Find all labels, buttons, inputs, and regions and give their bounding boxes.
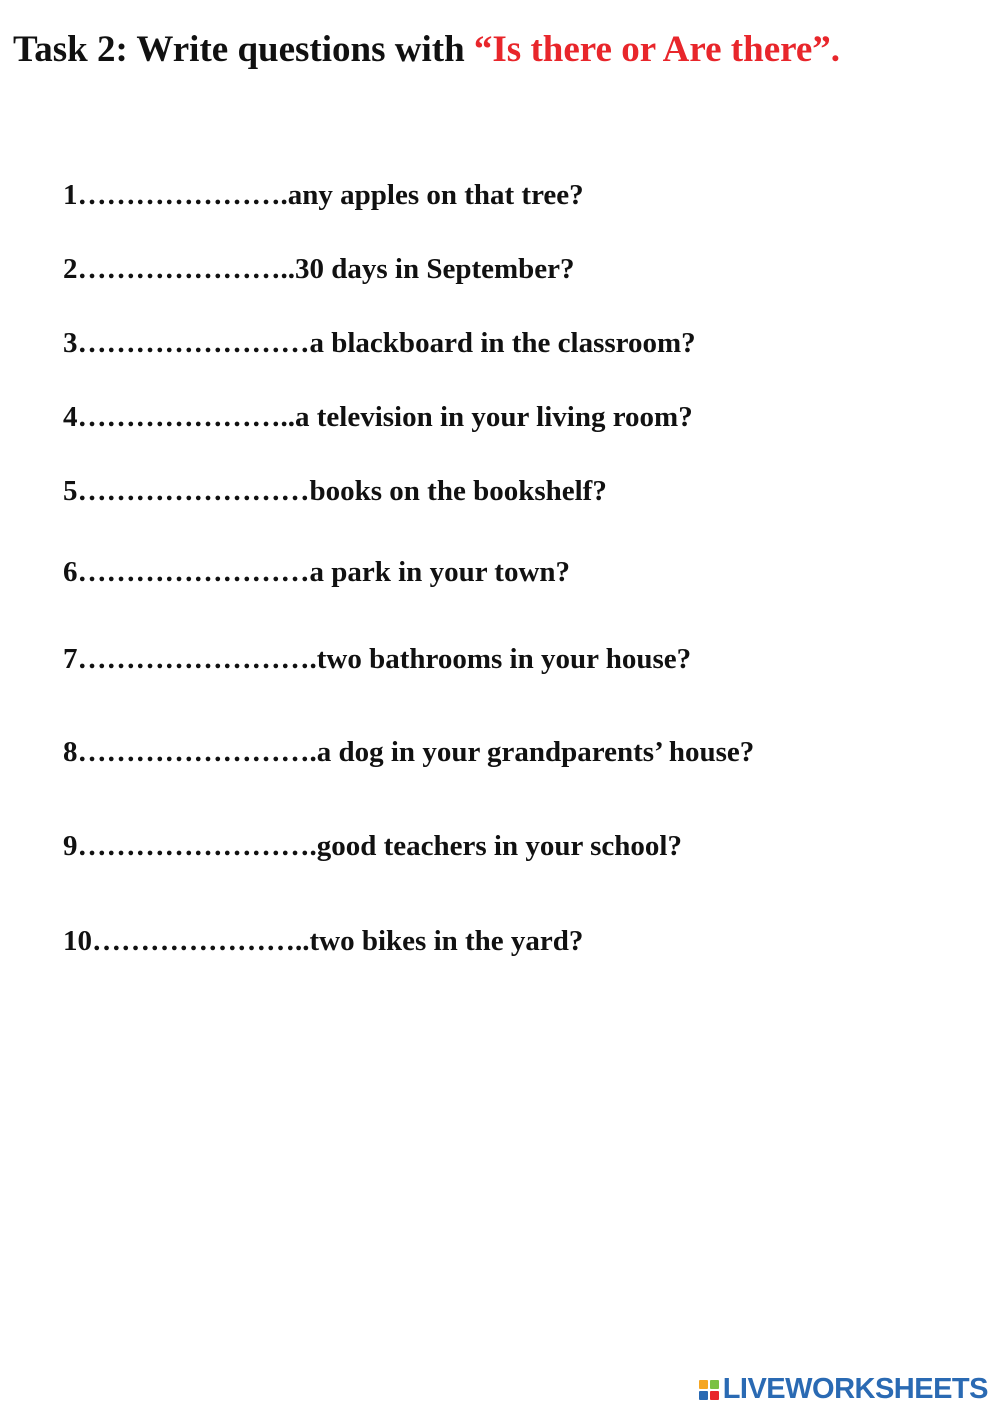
liveworksheets-logo-icon <box>699 1380 719 1400</box>
question-item-10: 10…………………..two bikes in the yard? <box>63 925 584 957</box>
question-item-5: 5……………………books on the bookshelf? <box>63 475 607 507</box>
question-item-2: 2…………………..30 days in September? <box>63 253 575 285</box>
liveworksheets-brand <box>699 1375 988 1404</box>
question-item-8: 8…………………….a dog in your grandparents’ house? <box>63 736 755 768</box>
question-item-6: 6……………………a park in your town? <box>63 556 571 588</box>
task-title <box>13 28 840 72</box>
question-item-1: 1………………….any apples on that tree? <box>63 179 584 211</box>
question-item-4: 4…………………..a television in your living room? <box>63 401 693 433</box>
question-item-7: 7…………………….two bathrooms in your house? <box>63 643 692 675</box>
question-item-9: 9…………………….good teachers in your school? <box>63 830 682 862</box>
question-item-3: 3……………………a blackboard in the classroom? <box>63 327 696 359</box>
task-title-highlight: “Is there or Are there”. <box>473 29 841 70</box>
brand-name: LIVEWORKSHEETS <box>722 1373 988 1405</box>
task-title-prefix: Task 2: Write questions with <box>13 29 474 70</box>
